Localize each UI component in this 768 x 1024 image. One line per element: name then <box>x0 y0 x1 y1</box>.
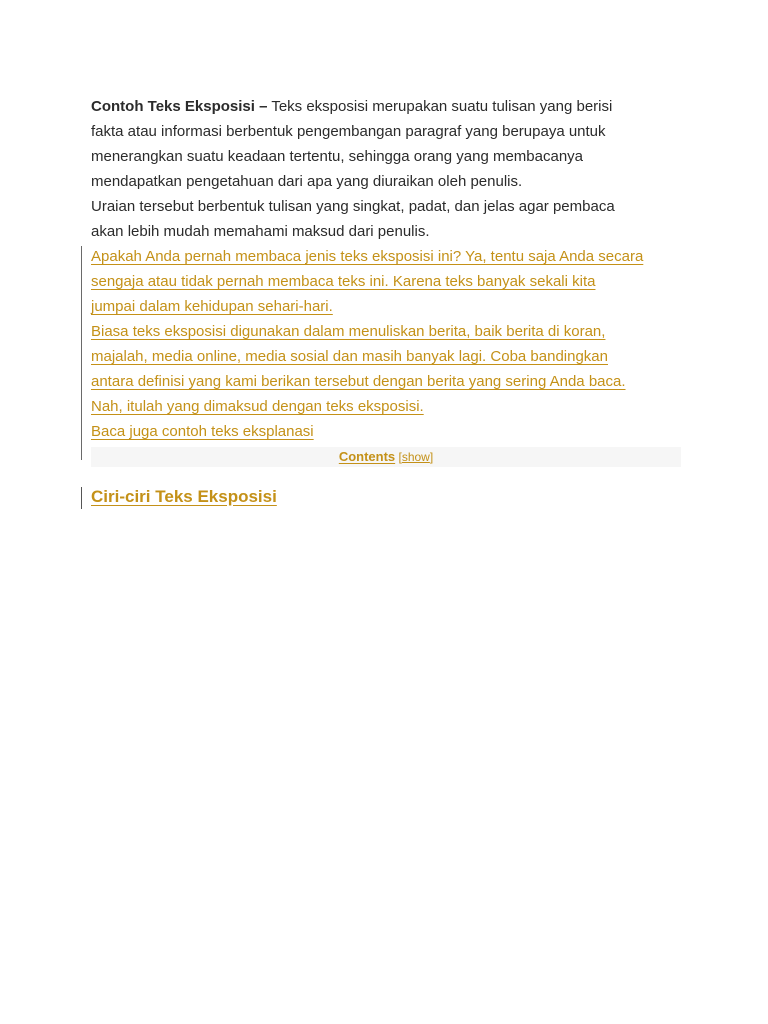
article-content <box>91 94 681 509</box>
link-line-1[interactable]: Apakah Anda pernah membaca jenis teks eksposisi ini? Ya, tentu saja Anda secara <box>91 248 644 265</box>
section-heading-wrap <box>91 485 681 509</box>
toc-bracket-open: [ <box>395 450 402 464</box>
link-line-2[interactable]: sengaja atau tidak pernah membaca teks ini. Karena teks banyak sekali kita <box>91 273 596 290</box>
intro-line-3: menerangkan suatu keadaan tertentu, sehingga orang yang membacanya <box>91 148 584 165</box>
toc-title[interactable]: Contents <box>338 449 396 464</box>
table-of-contents <box>91 447 681 467</box>
intro-line-1: Teks eksposisi merupakan suatu tulisan yang berisi <box>267 98 613 115</box>
intro-line-4: mendapatkan pengetahuan dari apa yang diuraikan oleh penulis. <box>91 173 523 190</box>
left-margin-rule <box>81 246 82 460</box>
intro-line-5: Uraian tersebut berbentuk tulisan yang singkat, padat, dan jelas agar pembaca <box>91 198 615 215</box>
intro-lead: Contoh Teks Eksposisi – <box>91 98 268 115</box>
linked-text-block <box>91 244 681 467</box>
link-line-6[interactable]: antara definisi yang kami berikan tersebut dengan berita yang sering Anda baca. <box>91 373 626 390</box>
link-line-7[interactable]: Nah, itulah yang dimaksud dengan teks eksposisi. <box>91 398 424 415</box>
intro-paragraph <box>91 94 681 244</box>
link-line-4[interactable]: Biasa teks eksposisi digunakan dalam menuliskan berita, baik berita di koran, <box>91 323 606 340</box>
intro-line-2: fakta atau informasi berbentuk pengembangan paragraf yang berupaya untuk <box>91 123 606 140</box>
baca-juga-link[interactable]: Baca juga contoh teks eksplanasi <box>91 423 314 440</box>
intro-line-6: akan lebih mudah memahami maksud dari penulis. <box>91 223 430 240</box>
toc-bracket-close: ] <box>429 450 434 464</box>
section-heading[interactable]: Ciri-ciri Teks Eksposisi <box>91 487 277 506</box>
toc-show-toggle[interactable]: show <box>401 450 430 464</box>
link-line-5[interactable]: majalah, media online, media sosial dan masih banyak lagi. Coba bandingkan <box>91 348 608 365</box>
heading-margin-rule <box>81 487 82 509</box>
link-line-3[interactable]: jumpai dalam kehidupan sehari-hari. <box>91 298 333 315</box>
